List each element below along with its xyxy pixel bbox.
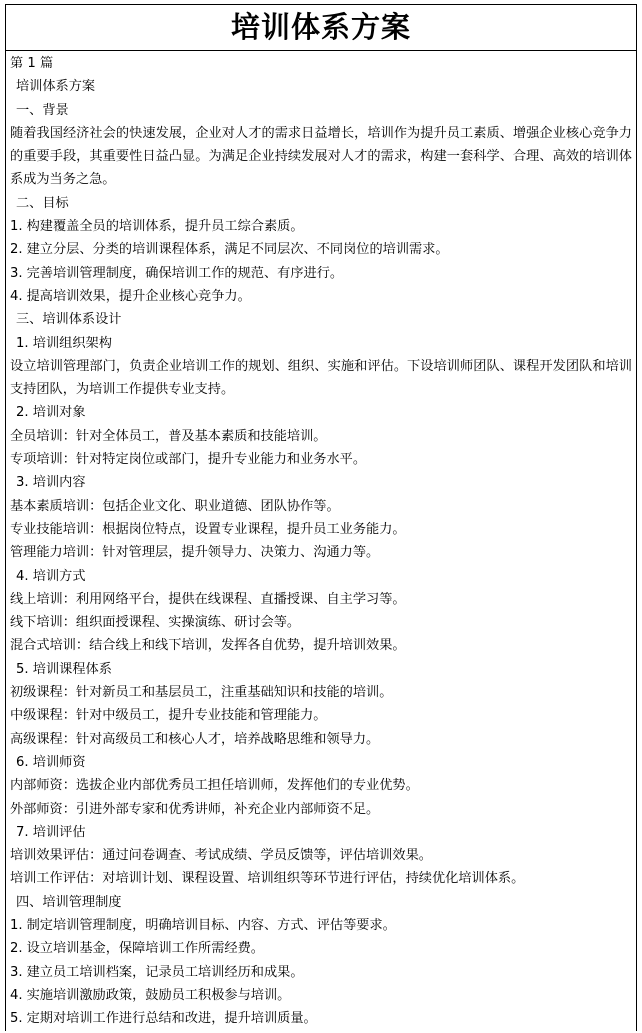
goal-item-number: 2. [10,242,23,258]
trainers-line: 外部师资：引进外部专家和优秀讲师，补充企业内部师资不足。 [10,801,380,817]
document-title: 培训体系方案 [230,10,411,44]
management-item [10,1007,632,1030]
content-line: 基本素质培训：包括企业文化、职业道德、团队协作等。 [10,498,340,514]
subsection-heading-courses: 5. 培训课程体系 [16,661,112,677]
goal-item-text: 建立分层、分类的培训课程体系，满足不同层次、不同岗位的培训需求。 [26,242,449,258]
goal-item-number: 1. [10,219,23,235]
management-item-text: 制定培训管理制度，明确培训目标、内容、方式、评估等要求。 [26,917,396,933]
title-divider [6,50,636,51]
subsection-heading-targets: 2. 培训对象 [16,405,86,421]
management-item-number: 1. [10,917,23,933]
methods-line: 线下培训：组织面授课程、实操演练、研讨会等。 [10,615,301,631]
background-paragraph: 随着我国经济社会的快速发展，企业对人才的需求日益增长，培训作为提升员工素质、增强企业核心竞争力的重要手段，其重要性日益凸显。为满足企业持续发展对人才的需求，构建一套科学、合理、高效的培训体系成为当务之急。 [10,125,632,188]
management-item [10,961,632,984]
section-heading-design: 三、培训体系设计 [16,312,122,328]
management-item-text: 定期对培训工作进行总结和改进，提升培训质量。 [26,1011,317,1027]
subsection-heading-content: 3. 培训内容 [16,475,86,491]
org-paragraph: 设立培训管理部门，负责企业培训工作的规划、组织、实施和评估。下设培训师团队、课程开发团队和培训支持团队，为培训工作提供专业支持。 [10,358,632,398]
content-line: 专业技能培训：根据岗位特点，设置专业课程，提升员工业务能力。 [10,521,406,537]
courses-line: 中级课程：针对中级员工，提升专业技能和管理能力。 [10,708,327,724]
courses-line: 初级课程：针对新员工和基层员工，注重基础知识和技能的培训。 [10,685,393,701]
subsection-heading-trainers: 6. 培训师资 [16,754,86,770]
targets-line: 专项培训：针对特定岗位或部门，提升专业能力和业务水平。 [10,452,367,468]
management-item-number: 3. [10,964,23,980]
management-item-text: 实施培训激励政策，鼓励员工积极参与培训。 [26,987,291,1003]
trainers-line: 内部师资：选拔企业内部优秀员工担任培训师，发挥他们的专业优势。 [10,778,419,794]
methods-line: 线上培训：利用网络平台，提供在线课程、直播授课、自主学习等。 [10,591,406,607]
subsection-heading-org: 1. 培训组织架构 [16,335,112,351]
section-heading-management: 四、培训管理制度 [16,894,122,910]
targets-line: 全员培训：针对全体员工，普及基本素质和技能培训。 [10,428,327,444]
goal-item-text: 提高培训效果，提升企业核心竞争力。 [26,288,251,304]
subsection-heading-methods: 4. 培训方式 [16,568,86,584]
management-item-text: 设立培训基金，保障培训工作所需经费。 [26,941,264,957]
goal-item-number: 4. [10,288,23,304]
goal-item [10,238,632,261]
document-page [5,4,637,1031]
evaluation-line: 培训效果评估：通过问卷调查、考试成绩、学员反馈等，评估培训效果。 [10,848,432,864]
management-item-number: 2. [10,941,23,957]
goal-item-text: 构建覆盖全员的培训体系，提升员工综合素质。 [26,219,304,235]
goal-item-number: 3. [10,265,23,281]
section-heading-background: 一、背景 [16,102,69,118]
section-heading-goals: 二、目标 [16,195,69,211]
subsection-heading-evaluation: 7. 培训评估 [16,824,86,840]
methods-line: 混合式培训：结合线上和线下培训，发挥各自优势，提升培训效果。 [10,638,406,654]
courses-line: 高级课程：针对高级员工和核心人才，培养战略思维和领导力。 [10,731,380,747]
evaluation-line: 培训工作评估：对培训计划、课程设置、培训组织等环节进行评估，持续优化培训体系。 [10,871,525,887]
chapter-label: 第 1 篇 [10,56,54,71]
content-line: 管理能力培训：针对管理层，提升领导力、决策力、沟通力等。 [10,545,380,561]
goal-item [10,262,632,285]
management-item-number: 5. [10,1011,23,1027]
management-item-number: 4. [10,987,23,1003]
goal-item-text: 完善培训管理制度，确保培训工作的规范、有序进行。 [26,265,344,281]
document-body [10,52,632,1030]
document-subtitle: 培训体系方案 [16,79,96,95]
management-item-text: 建立员工培训档案，记录员工培训经历和成果。 [26,964,304,980]
goal-item [10,285,632,308]
management-item [10,937,632,960]
management-item [10,984,632,1007]
management-item [10,914,632,937]
goal-item [10,215,632,238]
